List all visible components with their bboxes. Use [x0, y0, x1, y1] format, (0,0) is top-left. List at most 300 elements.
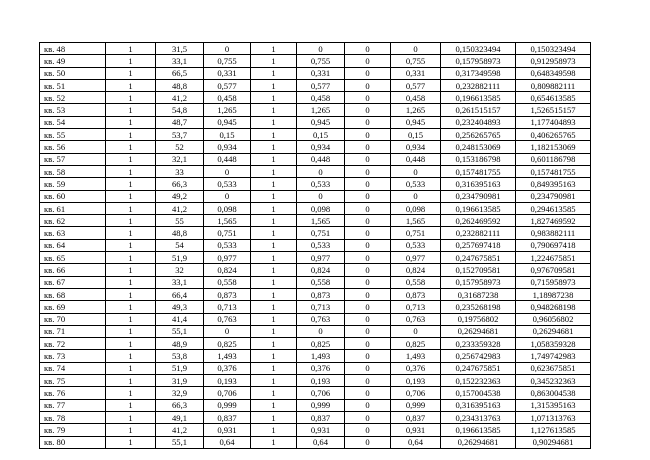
- table-cell: 1,265: [391, 104, 441, 116]
- table-cell: 0,934: [391, 141, 441, 153]
- table-row: [40, 399, 591, 411]
- table-cell: 0,15: [204, 129, 251, 141]
- table-cell: 52: [156, 141, 204, 153]
- table-cell: 48,7: [156, 116, 204, 128]
- table-cell: 0: [345, 116, 391, 128]
- apartment-label-cell: кв. 72: [40, 338, 106, 350]
- table-cell: 1: [251, 338, 297, 350]
- table-cell: 0: [345, 301, 391, 313]
- table-cell: 1: [106, 375, 156, 387]
- table-cell: 0,809882111: [516, 79, 591, 91]
- table-cell: 31,5: [156, 43, 204, 55]
- table-cell: 33: [156, 165, 204, 177]
- table-row: [40, 375, 591, 387]
- table-cell: 32: [156, 264, 204, 276]
- table-cell: 0: [391, 165, 441, 177]
- apartment-label-cell: кв. 73: [40, 350, 106, 362]
- apartment-label-cell: кв. 65: [40, 252, 106, 264]
- apartment-label-cell: кв. 66: [40, 264, 106, 276]
- table-cell: 1: [106, 399, 156, 411]
- table-cell: 0: [345, 239, 391, 251]
- table-cell: 0,196613585: [441, 424, 516, 436]
- table-row: [40, 79, 591, 91]
- table-cell: 1: [106, 411, 156, 423]
- table-cell: 0,234313763: [441, 411, 516, 423]
- table-row: [40, 92, 591, 104]
- apartment-label-cell: кв. 68: [40, 288, 106, 300]
- apartment-label-cell: кв. 60: [40, 190, 106, 202]
- table-cell: 1: [106, 67, 156, 79]
- table-cell: 1: [106, 264, 156, 276]
- table-cell: 1: [106, 190, 156, 202]
- table-cell: 0,15: [297, 129, 345, 141]
- table-row: [40, 325, 591, 337]
- table-cell: 0,715958973: [516, 276, 591, 288]
- table-cell: 1: [251, 141, 297, 153]
- table-cell: 0,448: [391, 153, 441, 165]
- table-cell: 0: [345, 375, 391, 387]
- apartment-label-cell: кв. 67: [40, 276, 106, 288]
- table-cell: 1: [251, 227, 297, 239]
- table-cell: 1: [106, 301, 156, 313]
- table-cell: 0: [204, 190, 251, 202]
- table-cell: 31,9: [156, 375, 204, 387]
- table-cell: 1: [251, 436, 297, 448]
- table-cell: 0: [345, 288, 391, 300]
- table-cell: 0,64: [204, 436, 251, 448]
- table-row: [40, 227, 591, 239]
- table-cell: 0,706: [204, 387, 251, 399]
- table-cell: 0,873: [204, 288, 251, 300]
- table-cell: 1: [251, 325, 297, 337]
- table-cell: 0,247675851: [441, 252, 516, 264]
- table-cell: 0,157481755: [441, 165, 516, 177]
- table-cell: 0: [204, 43, 251, 55]
- table-cell: 1: [106, 92, 156, 104]
- table-cell: 0,648349598: [516, 67, 591, 79]
- table-cell: 1,071313763: [516, 411, 591, 423]
- table-cell: 1: [106, 276, 156, 288]
- table-cell: 0,931: [391, 424, 441, 436]
- table-cell: 0,26294681: [441, 325, 516, 337]
- table-cell: 0,977: [391, 252, 441, 264]
- apartment-label-cell: кв. 59: [40, 178, 106, 190]
- table-cell: 0: [345, 350, 391, 362]
- table-cell: 33,1: [156, 55, 204, 67]
- table-cell: 1: [251, 411, 297, 423]
- table-cell: 53,8: [156, 350, 204, 362]
- table-cell: 0,558: [204, 276, 251, 288]
- table-cell: 0,26294681: [516, 325, 591, 337]
- table-cell: 0,713: [391, 301, 441, 313]
- table-cell: 0,837: [297, 411, 345, 423]
- table-cell: 0,825: [391, 338, 441, 350]
- table-cell: 0,945: [204, 116, 251, 128]
- table-cell: 0,751: [297, 227, 345, 239]
- table-cell: 1,493: [204, 350, 251, 362]
- table-cell: 0,558: [297, 276, 345, 288]
- table-row: [40, 252, 591, 264]
- table-cell: 0: [297, 165, 345, 177]
- table-cell: 0: [345, 92, 391, 104]
- table-cell: 1: [251, 350, 297, 362]
- table-row: [40, 190, 591, 202]
- table-cell: 0,751: [391, 227, 441, 239]
- table-cell: 0,157481755: [516, 165, 591, 177]
- table-row: [40, 129, 591, 141]
- table-cell: 1: [251, 92, 297, 104]
- table-cell: 0: [345, 252, 391, 264]
- table-cell: 0: [345, 67, 391, 79]
- table-cell: 1: [251, 43, 297, 55]
- table-cell: 0,873: [297, 288, 345, 300]
- table-cell: 0,317349598: [441, 67, 516, 79]
- table-row: [40, 104, 591, 116]
- table-cell: 0,790697418: [516, 239, 591, 251]
- table-cell: 53,7: [156, 129, 204, 141]
- table-cell: 0,150323494: [441, 43, 516, 55]
- table-cell: 0,157958973: [441, 276, 516, 288]
- apartment-label-cell: кв. 48: [40, 43, 106, 55]
- table-cell: 0,234790981: [441, 190, 516, 202]
- table-cell: 0,345232363: [516, 375, 591, 387]
- table-cell: 0: [345, 387, 391, 399]
- table-row: [40, 362, 591, 374]
- table-cell: 1: [106, 424, 156, 436]
- table-cell: 1,493: [391, 350, 441, 362]
- table-cell: 1: [251, 424, 297, 436]
- table-cell: 1,182153069: [516, 141, 591, 153]
- table-cell: 0: [345, 104, 391, 116]
- table-cell: 0,577: [297, 79, 345, 91]
- table-cell: 0,294613585: [516, 202, 591, 214]
- table-cell: 0,316395163: [441, 178, 516, 190]
- table-cell: 41,2: [156, 202, 204, 214]
- table-cell: 0,931: [297, 424, 345, 436]
- table-cell: 1: [251, 104, 297, 116]
- table-cell: 1: [106, 153, 156, 165]
- table-cell: 0,150323494: [516, 43, 591, 55]
- table-cell: 0,912958973: [516, 55, 591, 67]
- table-cell: 0,533: [297, 239, 345, 251]
- table-cell: 0,261515157: [441, 104, 516, 116]
- table-cell: 1: [106, 116, 156, 128]
- table-cell: 48,9: [156, 338, 204, 350]
- table-cell: 32,1: [156, 153, 204, 165]
- table-cell: 0,331: [391, 67, 441, 79]
- table-cell: 1: [251, 252, 297, 264]
- apartment-label-cell: кв. 75: [40, 375, 106, 387]
- table-cell: 1,265: [204, 104, 251, 116]
- table-cell: 0: [345, 227, 391, 239]
- table-cell: 0,751: [204, 227, 251, 239]
- table-cell: 0,577: [204, 79, 251, 91]
- table-cell: 1,493: [297, 350, 345, 362]
- table-cell: 1: [106, 202, 156, 214]
- table-row: [40, 55, 591, 67]
- table-cell: 0,234790981: [516, 190, 591, 202]
- table-cell: 49,3: [156, 301, 204, 313]
- table-cell: 0,153186798: [441, 153, 516, 165]
- table-cell: 0,448: [297, 153, 345, 165]
- table-cell: 1,565: [204, 215, 251, 227]
- table-cell: 1: [251, 79, 297, 91]
- table-cell: 0,533: [391, 239, 441, 251]
- table-cell: 0,098: [391, 202, 441, 214]
- table-cell: 0,601186798: [516, 153, 591, 165]
- table-cell: 0,232882111: [441, 227, 516, 239]
- table-cell: 0: [345, 325, 391, 337]
- table-cell: 0: [345, 178, 391, 190]
- table-row: [40, 202, 591, 214]
- apartment-label-cell: кв. 57: [40, 153, 106, 165]
- table-cell: 0,837: [391, 411, 441, 423]
- apartment-label-cell: кв. 77: [40, 399, 106, 411]
- apartment-label-cell: кв. 54: [40, 116, 106, 128]
- table-cell: 0,233359328: [441, 338, 516, 350]
- table-cell: 1: [106, 43, 156, 55]
- table-cell: 0,96056802: [516, 313, 591, 325]
- apartment-label-cell: кв. 70: [40, 313, 106, 325]
- table-cell: 1: [251, 202, 297, 214]
- table-cell: 0,706: [391, 387, 441, 399]
- table-cell: 0,098: [204, 202, 251, 214]
- table-cell: 1: [251, 116, 297, 128]
- table-cell: 0,977: [297, 252, 345, 264]
- table-cell: 1: [251, 264, 297, 276]
- table-cell: 0,713: [204, 301, 251, 313]
- table-cell: 1: [106, 313, 156, 325]
- table-cell: 41,4: [156, 313, 204, 325]
- table-cell: 0,558: [391, 276, 441, 288]
- table-cell: 0,977: [204, 252, 251, 264]
- apartment-label-cell: кв. 80: [40, 436, 106, 448]
- table-cell: 1: [251, 399, 297, 411]
- table-cell: 0: [204, 325, 251, 337]
- table-cell: 1: [106, 362, 156, 374]
- table-cell: 0: [345, 55, 391, 67]
- table-cell: 1: [251, 375, 297, 387]
- table-cell: 0,976709581: [516, 264, 591, 276]
- table-cell: 1,265: [297, 104, 345, 116]
- table-cell: 1: [106, 165, 156, 177]
- table-cell: 0,533: [204, 239, 251, 251]
- table-row: [40, 67, 591, 79]
- table-cell: 0,331: [204, 67, 251, 79]
- table-cell: 0: [345, 215, 391, 227]
- table-cell: 0,824: [204, 264, 251, 276]
- table-cell: 0,193: [391, 375, 441, 387]
- apartment-label-cell: кв. 53: [40, 104, 106, 116]
- table-cell: 0,931: [204, 424, 251, 436]
- table-cell: 55,1: [156, 325, 204, 337]
- table-row: [40, 288, 591, 300]
- table-row: [40, 313, 591, 325]
- table-cell: 1: [251, 129, 297, 141]
- table-cell: 0: [345, 141, 391, 153]
- table-row: [40, 165, 591, 177]
- table-cell: 1,827469592: [516, 215, 591, 227]
- table-cell: 1: [106, 141, 156, 153]
- apartment-label-cell: кв. 56: [40, 141, 106, 153]
- table-cell: 0,863004538: [516, 387, 591, 399]
- table-cell: 0,755: [391, 55, 441, 67]
- table-cell: 66,3: [156, 399, 204, 411]
- table-cell: 0,825: [204, 338, 251, 350]
- table-cell: 1: [251, 276, 297, 288]
- table-cell: 66,5: [156, 67, 204, 79]
- table-row: [40, 239, 591, 251]
- table-cell: 0: [345, 79, 391, 91]
- table-cell: 0,248153069: [441, 141, 516, 153]
- table-cell: 1: [251, 301, 297, 313]
- table-cell: 41,2: [156, 424, 204, 436]
- table-cell: 0,152709581: [441, 264, 516, 276]
- apartment-label-cell: кв. 55: [40, 129, 106, 141]
- table-cell: 1: [106, 215, 156, 227]
- apartment-label-cell: кв. 64: [40, 239, 106, 251]
- table-cell: 0,193: [204, 375, 251, 387]
- table-cell: 0,316395163: [441, 399, 516, 411]
- table-cell: 1: [106, 252, 156, 264]
- table-cell: 1: [251, 215, 297, 227]
- table-cell: 0: [345, 202, 391, 214]
- table-cell: 0,934: [297, 141, 345, 153]
- apartment-label-cell: кв. 69: [40, 301, 106, 313]
- table-cell: 0,824: [297, 264, 345, 276]
- table-cell: 55,1: [156, 436, 204, 448]
- table-cell: 0,256742983: [441, 350, 516, 362]
- table-cell: 0: [345, 313, 391, 325]
- apartment-label-cell: кв. 50: [40, 67, 106, 79]
- table-cell: 0: [345, 411, 391, 423]
- table-cell: 1: [251, 153, 297, 165]
- table-cell: 32,9: [156, 387, 204, 399]
- table-cell: 1: [106, 55, 156, 67]
- table-cell: 0,763: [391, 313, 441, 325]
- table-cell: 0,193: [297, 375, 345, 387]
- table-cell: 1: [251, 67, 297, 79]
- table-cell: 66,4: [156, 288, 204, 300]
- table-cell: 1: [106, 338, 156, 350]
- table-cell: 0,763: [297, 313, 345, 325]
- table-cell: 1,749742983: [516, 350, 591, 362]
- table-cell: 0,19756802: [441, 313, 516, 325]
- table-cell: 1: [106, 79, 156, 91]
- table-cell: 41,2: [156, 92, 204, 104]
- table-cell: 0,458: [204, 92, 251, 104]
- table-cell: 1,565: [297, 215, 345, 227]
- table-cell: 1: [251, 190, 297, 202]
- table-cell: 1,18987238: [516, 288, 591, 300]
- table-cell: 0: [345, 424, 391, 436]
- table-cell: 0: [345, 362, 391, 374]
- table-cell: 0: [297, 43, 345, 55]
- table-cell: 1: [106, 129, 156, 141]
- table-row: [40, 276, 591, 288]
- table-cell: 0,196613585: [441, 202, 516, 214]
- table-cell: 0: [345, 43, 391, 55]
- table-row: [40, 338, 591, 350]
- table-cell: 0: [345, 436, 391, 448]
- table-cell: 0,533: [204, 178, 251, 190]
- table-row: [40, 411, 591, 423]
- table-cell: 0: [345, 153, 391, 165]
- apartment-label-cell: кв. 49: [40, 55, 106, 67]
- apartment-label-cell: кв. 61: [40, 202, 106, 214]
- apartment-data-table: [39, 42, 591, 449]
- table-cell: 0,257697418: [441, 239, 516, 251]
- table-cell: 0,837: [204, 411, 251, 423]
- table-cell: 49,1: [156, 411, 204, 423]
- table-cell: 0,934: [204, 141, 251, 153]
- table-cell: 1: [251, 55, 297, 67]
- table-cell: 0,376: [297, 362, 345, 374]
- table-row: [40, 387, 591, 399]
- table-cell: 1: [106, 387, 156, 399]
- table-cell: 0: [204, 165, 251, 177]
- apartment-label-cell: кв. 78: [40, 411, 106, 423]
- table-cell: 1: [106, 325, 156, 337]
- table-row: [40, 141, 591, 153]
- table-cell: 1: [251, 362, 297, 374]
- apartment-label-cell: кв. 76: [40, 387, 106, 399]
- table-cell: 0,098: [297, 202, 345, 214]
- apartment-label-cell: кв. 63: [40, 227, 106, 239]
- table-cell: 1: [106, 227, 156, 239]
- table-cell: 1: [106, 239, 156, 251]
- table-row: [40, 436, 591, 448]
- table-cell: 1: [251, 178, 297, 190]
- apartment-label-cell: кв. 52: [40, 92, 106, 104]
- table-cell: 1: [106, 436, 156, 448]
- apartment-label-cell: кв. 51: [40, 79, 106, 91]
- table-cell: 0,406265765: [516, 129, 591, 141]
- table-cell: 48,8: [156, 227, 204, 239]
- table-cell: 0: [345, 264, 391, 276]
- table-cell: 0,999: [204, 399, 251, 411]
- table-cell: 1,315395163: [516, 399, 591, 411]
- table-cell: 54: [156, 239, 204, 251]
- table-row: [40, 301, 591, 313]
- table-cell: 0,755: [204, 55, 251, 67]
- apartment-label-cell: кв. 62: [40, 215, 106, 227]
- table-cell: 54,8: [156, 104, 204, 116]
- table-cell: 1,526515157: [516, 104, 591, 116]
- table-cell: 1: [106, 104, 156, 116]
- table-cell: 0,157004538: [441, 387, 516, 399]
- table-cell: 0: [345, 190, 391, 202]
- table-cell: 51,9: [156, 252, 204, 264]
- table-cell: 1,224675851: [516, 252, 591, 264]
- table-cell: 0: [391, 43, 441, 55]
- table-cell: 0,15: [391, 129, 441, 141]
- table-cell: 0,376: [391, 362, 441, 374]
- table-cell: 0,763: [204, 313, 251, 325]
- table-cell: 0: [345, 129, 391, 141]
- table-row: [40, 178, 591, 190]
- table-cell: 0: [345, 276, 391, 288]
- table-cell: 0,26294681: [441, 436, 516, 448]
- table-cell: 0,458: [391, 92, 441, 104]
- table-cell: 0,999: [297, 399, 345, 411]
- table-cell: 0,533: [297, 178, 345, 190]
- table-cell: 0: [345, 399, 391, 411]
- table-cell: 0: [345, 338, 391, 350]
- table-cell: 1: [251, 165, 297, 177]
- table-cell: 55: [156, 215, 204, 227]
- table-cell: 0,247675851: [441, 362, 516, 374]
